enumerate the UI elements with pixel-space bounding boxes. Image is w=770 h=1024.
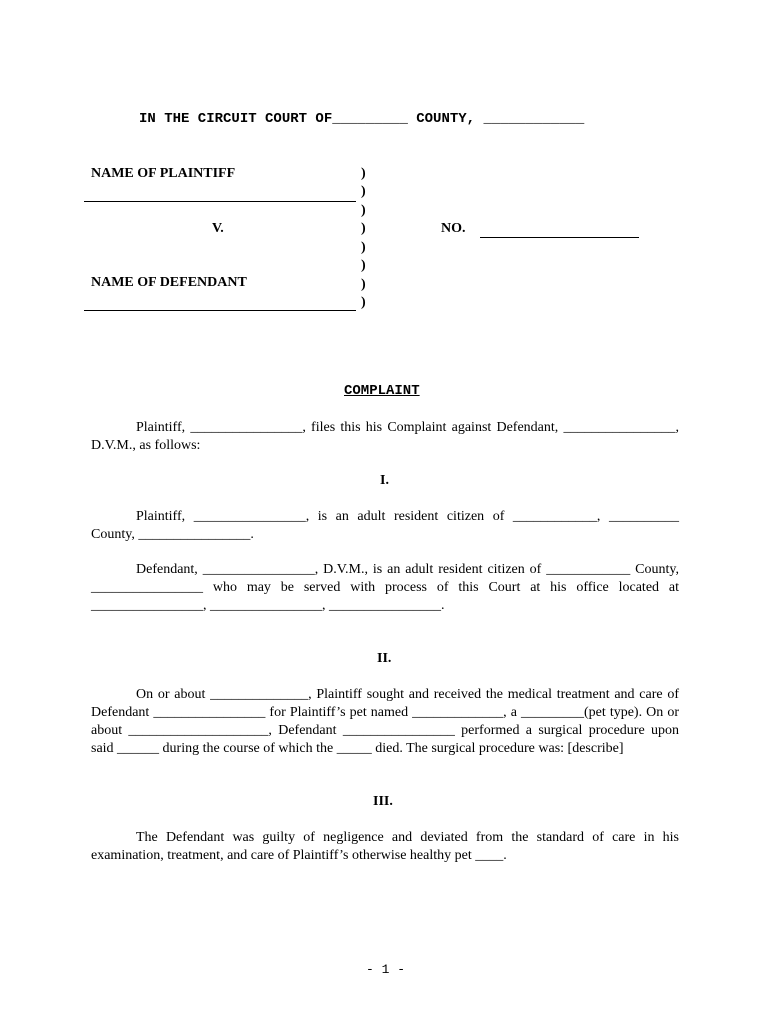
section-numeral-ii: II. xyxy=(377,651,392,666)
defendant-label: NAME OF DEFENDANT xyxy=(91,275,247,290)
court-heading: IN THE CIRCUIT COURT OF_________ COUNTY, ____________ xyxy=(139,111,585,127)
caption-paren: ) xyxy=(361,240,366,255)
caption-paren: ) xyxy=(361,295,366,310)
defendant-name-line xyxy=(84,310,356,311)
plaintiff-name-line xyxy=(84,201,356,202)
section-numeral-iii: III. xyxy=(373,794,393,809)
intro-paragraph xyxy=(91,419,679,455)
caption-paren: ) xyxy=(361,203,366,218)
treatment-paragraph xyxy=(91,686,679,758)
caption-paren: ) xyxy=(361,221,366,236)
caption-paren: ) xyxy=(361,166,366,181)
caption-paren: ) xyxy=(361,277,366,292)
caption-paren: ) xyxy=(361,258,366,273)
caption-paren: ) xyxy=(361,184,366,199)
negligence-paragraph xyxy=(91,829,679,865)
plaintiff-residence-text: Plaintiff, ________________, is an adult resident citizen of ____________, __________ County, ________________. xyxy=(91,509,679,542)
complaint-title: COMPLAINT xyxy=(344,383,420,399)
plaintiff-residence-paragraph xyxy=(91,508,679,544)
treatment-text: On or about ______________, Plaintiff sought and received the medical treatment and care of Defendant ________________ for Plaintiff’s pet named _____________, a _________(pet type). On or about ____________________, Defendant ________________ performed a surgical procedure upon said ______ during the course of which the _____ died. The surgical procedure was: [describe] xyxy=(91,687,679,756)
plaintiff-label: NAME OF PLAINTIFF xyxy=(91,166,236,181)
negligence-text: The Defendant was guilty of negligence and deviated from the standard of care in his examination, treatment, and care of Plaintiff’s otherwise healthy pet ____. xyxy=(91,830,679,863)
section-numeral-i: I. xyxy=(380,473,389,488)
page-number: - 1 - xyxy=(366,962,406,977)
versus-label: V. xyxy=(212,221,224,236)
case-number-label: NO. xyxy=(441,221,466,236)
case-number-line xyxy=(480,237,639,238)
defendant-residence-text: Defendant, ________________, D.V.M., is an adult resident citizen of ____________ County, ________________ who may be served with process of this Court at his office located at ________________, ________________, ________________. xyxy=(91,562,679,613)
intro-text: Plaintiff, ________________, files this his Complaint against Defendant, ________________, D.V.M., as follows: xyxy=(91,420,679,453)
defendant-residence-paragraph xyxy=(91,561,679,615)
